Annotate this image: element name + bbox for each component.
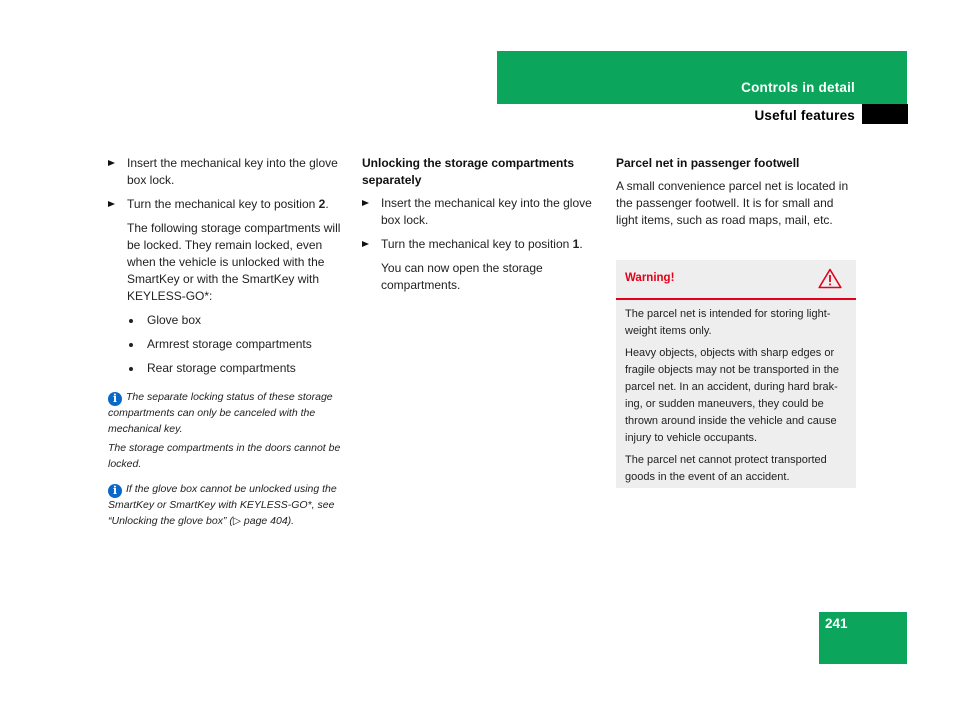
page-number: 241: [825, 616, 848, 631]
step-arrow-icon: [108, 201, 115, 207]
instruction-step: Insert the mechanical key into the glove box lock.: [362, 195, 600, 229]
bullet-dot-icon: [129, 319, 133, 323]
step-arrow-icon: [362, 241, 369, 247]
column-1: [108, 155, 346, 533]
warning-paragraph: The parcel net is intended for storing light-weight items only.: [625, 308, 831, 337]
warning-paragraph: Heavy objects, objects with sharp edges or fragile objects may not be transported in the parcel net. In an accident, during hard brak-ing, or sudden maneuvers, they could be thrown around inside the vehicle and cause injury to vehicle occupants.: [625, 347, 840, 444]
locked-info-text: The following storage compartments will be locked. They remain locked, even when the vehicle is unlocked with the SmartKey or with the SmartKey with KEYLESS-GO*:: [127, 221, 341, 303]
list-item: Glove box: [108, 312, 346, 329]
info-icon: i: [108, 392, 122, 406]
section-heading: Parcel net in passenger footwell: [616, 156, 800, 170]
bullet-dot-icon: [129, 343, 133, 347]
position-number: 1: [572, 237, 580, 251]
warning-title: Warning!: [625, 272, 675, 284]
instruction-step: Insert the mechanical key into the glove box lock.: [108, 155, 346, 189]
section-title: Controls in detail: [741, 80, 855, 95]
warning-box: [616, 260, 856, 488]
header-bar: [497, 51, 907, 104]
column-2: [362, 155, 600, 301]
list-item: Armrest storage compartments: [108, 336, 346, 353]
step-arrow-icon: [362, 200, 369, 206]
step-arrow-icon: [108, 160, 115, 166]
subsection-title: Useful features: [754, 108, 855, 123]
column-3: [616, 155, 856, 236]
info-note-continued: The storage compartments in the doors cannot be locked.: [108, 442, 341, 470]
header-tab-marker: [862, 104, 908, 124]
instruction-step: Turn the mechanical key to position 2.: [108, 196, 346, 213]
list-item: Rear storage compartments: [108, 360, 346, 377]
info-icon: i: [108, 484, 122, 498]
info-note: i If the glove box cannot be unlocked using the SmartKey or SmartKey with KEYLESS-GO*, see “Unlocking the glove box” (▷ page 404).: [108, 483, 337, 527]
warning-body: [616, 300, 856, 486]
intro-text: A small convenience parcel net is located in the passenger footwell. It is for small and light items, such as road maps, mail, etc.: [616, 179, 849, 227]
instruction-step: Turn the mechanical key to position 1.: [362, 236, 600, 253]
warning-header: [616, 260, 856, 300]
bullet-dot-icon: [129, 367, 133, 371]
section-heading: Unlocking the storage compartments separately: [362, 156, 575, 187]
position-number: 2: [318, 197, 326, 211]
result-text: You can now open the storage compartments.: [381, 261, 543, 292]
warning-triangle-icon: [818, 268, 842, 294]
info-note: i The separate locking status of these storage compartments can only be canceled with the mechanical key.: [108, 391, 333, 435]
warning-paragraph: The parcel net cannot protect transported goods in the event of an accident.: [625, 454, 827, 483]
